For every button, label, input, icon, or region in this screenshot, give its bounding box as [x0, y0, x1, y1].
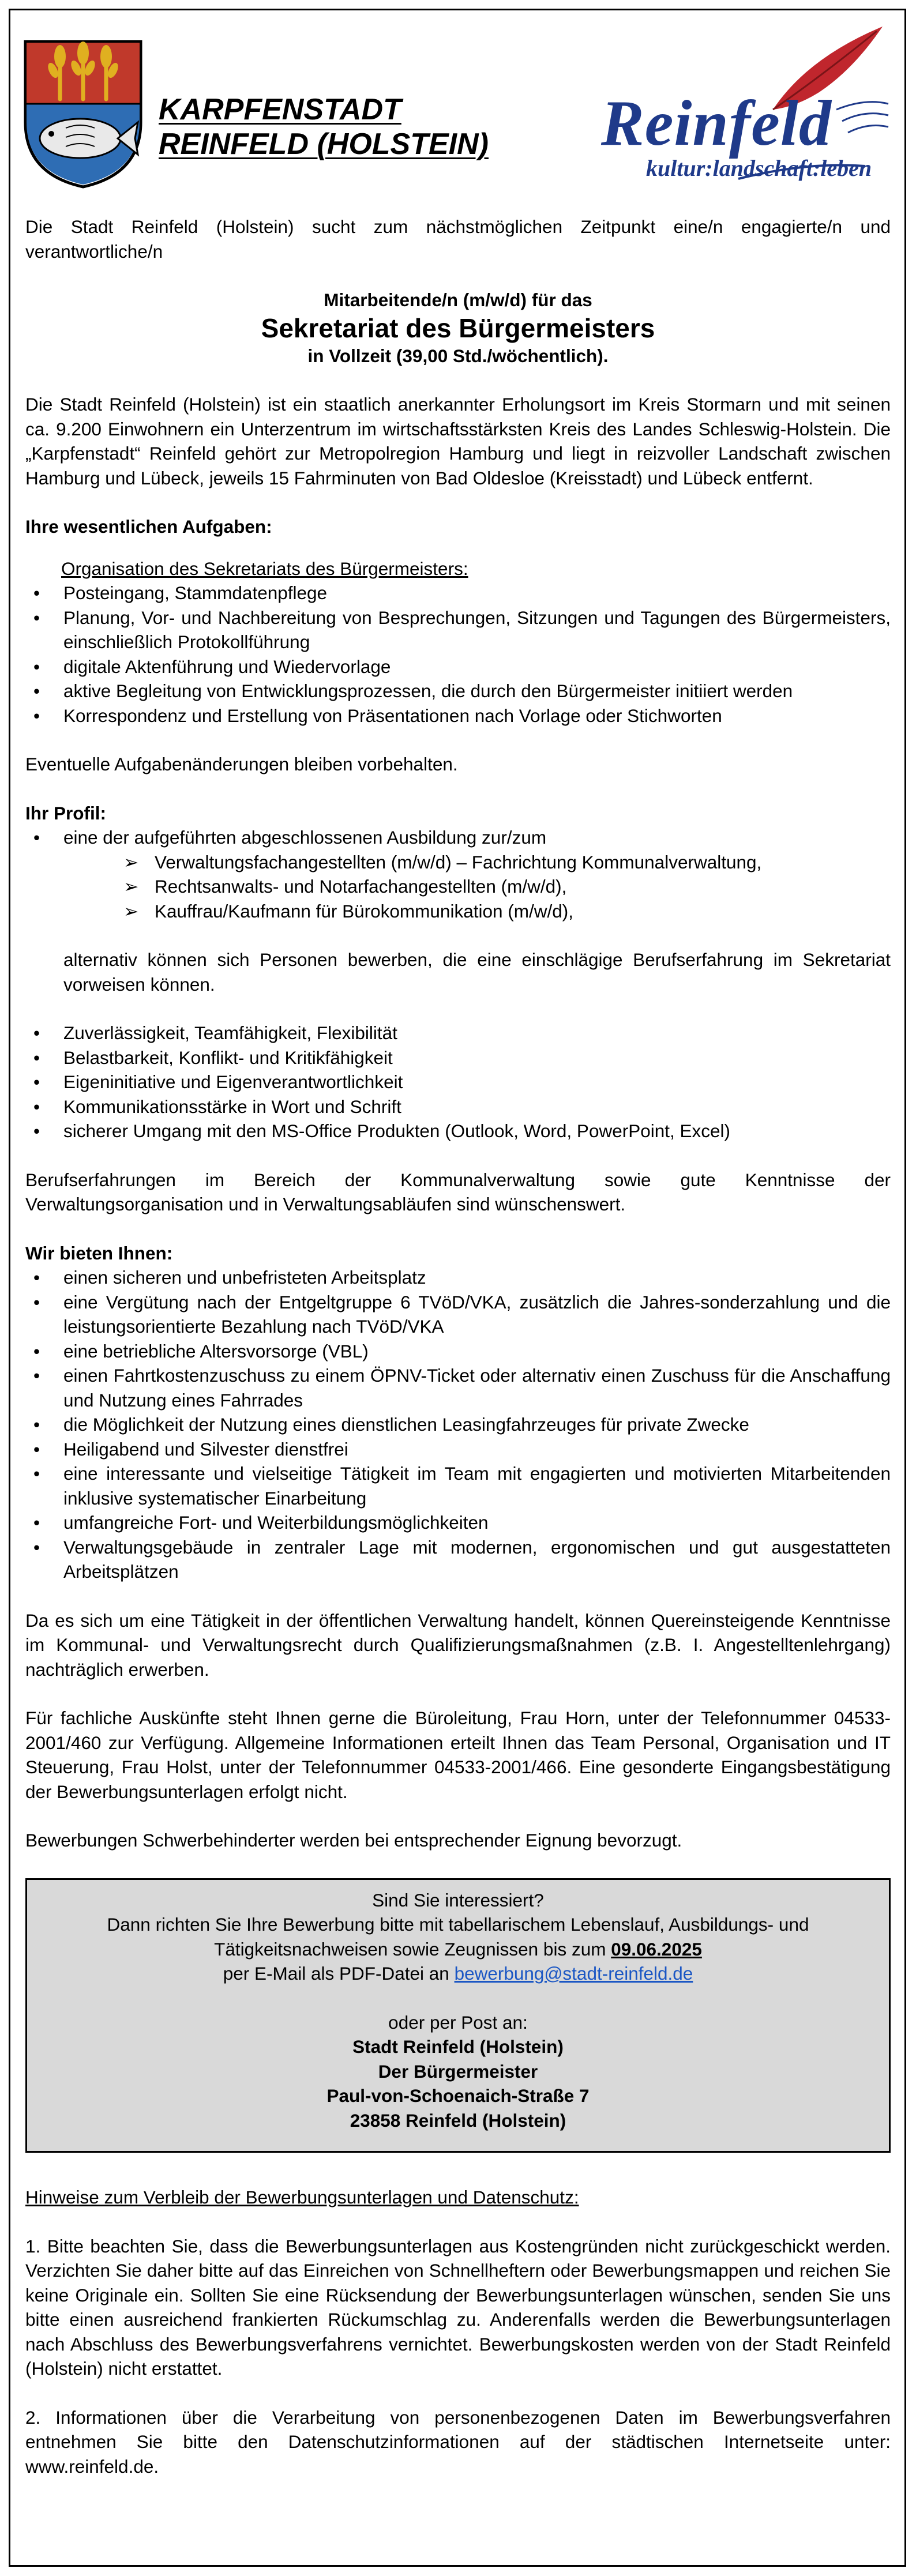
arrow-bullet-icon: ➢: [123, 851, 139, 873]
bullet-icon: •: [33, 607, 40, 628]
bullet-icon: •: [33, 1267, 40, 1288]
privacy-point-1: 1. Bitte beachten Sie, dass die Bewerbungsunterlagen aus Kostengründen nicht zurückgeschickt werden. Verzichten Sie daher bitte auf das Einreichen von Schnellheftern oder Bewerbungsmappen und reichen Sie keine Originale ein. Sollten Sie eine Rücksendung der Bewerbungsunterlagen wünschen, senden Sie uns bitte einen ausreichend frankierten Rückumschlag zu. Anderenfalls werden die Bewerbungsunterlagen nach Abschluss des Bewerbungsverfahrens vernichtet. Bewerbungskosten werden von der Stadt Reinfeld (Holstein) nicht erstattet.: [25, 2235, 891, 2379]
reinfeld-logo: [565, 23, 900, 196]
tasks-subheading: Organisation des Sekretariats des Bürgermeisters:: [61, 558, 468, 579]
list-item: • Eigeninitiative und Eigenverantwortlichkeit: [25, 1070, 891, 1095]
disability-text: Bewerbungen Schwerbehinderter werden bei entsprechender Eignung bevorzugt.: [25, 1830, 682, 1851]
training-options: [25, 850, 891, 924]
bullet-icon: •: [33, 1340, 40, 1362]
bullet-icon: •: [33, 1071, 40, 1092]
application-box: [25, 1878, 891, 2153]
lateral-entry-text: Da es sich um eine Tätigkeit in der öffentlichen Verwaltung handelt, können Quereinsteigende Kenntnisse im Kommunal- und Verwaltungsrecht durch Qualifizierungsmaßnahmen (z.B. I. Angestelltenlehrgang) nachträglich erwerben.: [25, 1609, 891, 1680]
tasks-note: Eventuelle Aufgabenänderungen bleiben vorbehalten.: [25, 754, 458, 774]
address-line: Stadt Reinfeld (Holstein): [352, 2036, 564, 2057]
tasks-list: [25, 581, 891, 728]
list-item: • sicherer Umgang mit den MS-Office Produkten (Outlook, Word, PowerPoint, Excel): [25, 1119, 891, 1144]
position-title: Sekretariat des Bürgermeisters: [261, 313, 655, 343]
bullet-icon: •: [33, 1512, 40, 1533]
application-deadline-line: Tätigkeitsnachweisen sowie Zeugnissen bis zum 09.06.2025: [214, 1938, 702, 1960]
bullet-icon: •: [33, 1365, 40, 1386]
bullet-icon: •: [33, 1047, 40, 1068]
list-item: ➢ Kauffrau/Kaufmann für Bürokommunikation (m/w/d),: [123, 899, 891, 924]
about-text: Die Stadt Reinfeld (Holstein) ist ein staatlich anerkannter Erholungsort im Kreis Stormarn und mit seinen ca. 9.200 Einwohnern ein Unterzentrum im wirtschaftsstärksten Kreis des Landes Schleswig-Holstein. Die „Karpfenstadt“ Reinfeld gehört zur Metropolregion Hamburg und liegt in reizvoller Landschaft zwischen Hamburg und Lübeck, jeweils 15 Fahrminuten von Bad Oldesloe (Kreisstadt) und Lübeck entfernt.: [25, 394, 891, 488]
address-line: Der Bürgermeister: [378, 2060, 538, 2082]
arrow-bullet-icon: ➢: [123, 900, 139, 922]
offer-list: [25, 1265, 891, 1584]
advertisement-body: [25, 215, 891, 2479]
arrow-bullet-icon: ➢: [123, 876, 139, 897]
address-line: Paul-von-Schoenaich-Straße 7: [326, 2085, 590, 2106]
list-item: ➢ Verwaltungsfachangestellten (m/w/d) – Fachrichtung Kommunalverwaltung,: [123, 850, 891, 875]
coat-of-arms-icon: [20, 36, 147, 191]
post-intro: oder per Post an:: [388, 2011, 528, 2033]
profile-training-list: [25, 825, 891, 850]
privacy-point-2: 2. Informationen über die Verarbeitung von personenbezogenen Daten im Bewerbungsverfahren entnehmen Sie bitte den Datenschutzinformationen auf der städtischen Internetseite unter: www.reinfeld.de.: [25, 2406, 891, 2477]
list-item: • digitale Aktenführung und Wiedervorlage: [25, 655, 891, 679]
header: [17, 23, 900, 196]
position-hours: in Vollzeit (39,00 Std./wöchentlich).: [307, 345, 609, 366]
city-name: [159, 92, 489, 161]
contact-text: Für fachliche Auskünfte steht Ihnen gerne die Büroleitung, Frau Horn, unter der Telefonnummer 04533-2001/460 zur Verfügung. Allgemeine Informationen erteilt Ihnen das Team Personal, Organisation und IT Steuerung, Frau Holst, unter der Telefonnummer 04533-2001/466. Eine gesonderte Eingangsbestätigung der Bewerbungsunterlagen erfolgt nicht.: [25, 1708, 891, 1802]
list-item: • Zuverlässigkeit, Teamfähigkeit, Flexibilität: [25, 1021, 891, 1046]
list-item: • die Möglichkeit der Nutzung eines dienstlichen Leasingfahrzeuges für private Zwecke: [25, 1412, 891, 1437]
bullet-icon: •: [33, 656, 40, 677]
list-item: • aktive Begleitung von Entwicklungsprozessen, die durch den Bürgermeister initiiert werden: [25, 679, 891, 704]
address-line: 23858 Reinfeld (Holstein): [350, 2109, 566, 2131]
list-item: • Korrespondenz und Erstellung von Präsentationen nach Vorlage oder Stichworten: [25, 704, 891, 728]
offer-heading: Wir bieten Ihnen:: [25, 1242, 173, 1263]
list-item: • Posteingang, Stammdatenpflege: [25, 581, 891, 606]
profile-skills-list: [25, 1021, 891, 1144]
application-email-link[interactable]: bewerbung@stadt-reinfeld.de: [454, 1963, 693, 1984]
list-item: • Heiligabend und Silvester dienstfrei: [25, 1437, 891, 1462]
city-name-line1: KARPFENSTADT: [159, 93, 401, 126]
position-line: Mitarbeitende/n (m/w/d) für das: [324, 289, 592, 310]
bullet-icon: •: [33, 1291, 40, 1313]
list-item: • Belastbarkeit, Konflikt- und Kritikfähigkeit: [25, 1046, 891, 1070]
profile-desired: Berufserfahrungen im Bereich der Kommunalverwaltung sowie gute Kenntnisse der Verwaltungsorganisation und in Verwaltungsabläufen sind wünschenswert.: [25, 1169, 891, 1214]
profile-heading: Ihr Profil:: [25, 802, 106, 823]
application-email-line: per E-Mail als PDF-Datei an bewerbung@stadt-reinfeld.de: [223, 1963, 693, 1984]
bullet-icon: •: [33, 1022, 40, 1043]
application-deadline: 09.06.2025: [611, 1938, 702, 1960]
list-item: • eine interessante und vielseitige Tätigkeit im Team mit engagierten und motivierten Mitarbeitenden inklusive systematischer Einarbeitung: [25, 1461, 891, 1510]
bullet-icon: •: [33, 1096, 40, 1117]
list-item: • einen sicheren und unbefristeten Arbeitsplatz: [25, 1265, 891, 1290]
list-item: • eine der aufgeführten abgeschlossenen Ausbildung zur/zum: [25, 825, 891, 850]
bullet-icon: •: [33, 1463, 40, 1484]
bullet-icon: •: [33, 680, 40, 701]
list-item: • Planung, Vor- und Nachbereitung von Besprechungen, Sitzungen und Tagungen des Bürgermeisters, einschließlich Protokollführung: [25, 606, 891, 655]
bullet-icon: •: [33, 1120, 40, 1141]
list-item: • eine Vergütung nach der Entgeltgruppe 6 TVöD/VKA, zusätzlich die Jahres-sonderzahlung und die leistungsorientierte Bezahlung nach TVöD/VKA: [25, 1290, 891, 1339]
tasks-heading: Ihre wesentlichen Aufgaben:: [25, 516, 272, 537]
bullet-icon: •: [33, 1536, 40, 1558]
bullet-icon: •: [33, 1414, 40, 1435]
logo-tagline: kultur:landschaft:leben: [646, 155, 872, 181]
bullet-icon: •: [33, 582, 40, 603]
list-item: • einen Fahrtkostenzuschuss zu einem ÖPNV-Ticket oder alternativ einen Zuschuss für die Anschaffung und Nutzung eines Fahrrades: [25, 1363, 891, 1412]
list-item: • Kommunikationsstärke in Wort und Schrift: [25, 1095, 891, 1119]
list-item: ➢ Rechtsanwalts- und Notarfachangestellten (m/w/d),: [123, 874, 891, 899]
bullet-icon: •: [33, 1438, 40, 1460]
bullet-icon: •: [33, 827, 40, 848]
privacy-heading: Hinweise zum Verbleib der Bewerbungsunterlagen und Datenschutz:: [25, 2187, 579, 2208]
list-item: • Verwaltungsgebäude in zentraler Lage mit modernen, ergonomischen und gut ausgestatteten Arbeitsplätzen: [25, 1535, 891, 1584]
city-name-line2: REINFELD (HOLSTEIN): [159, 127, 489, 161]
profile-alternative: alternativ können sich Personen bewerben, die eine einschlägige Berufserfahrung im Sekretariat vorweisen können.: [63, 949, 891, 995]
intro-text: Die Stadt Reinfeld (Holstein) sucht zum nächstmöglichen Zeitpunkt eine/n engagierte/n und verantwortliche/n: [25, 216, 891, 262]
list-item: • umfangreiche Fort- und Weiterbildungsmöglichkeiten: [25, 1510, 891, 1535]
logo-wordmark: Reinfeld: [601, 88, 832, 159]
application-instructions: Dann richten Sie Ihre Bewerbung bitte mit tabellarischem Lebenslauf, Ausbildungs- und: [107, 1914, 809, 1935]
list-item: • eine betriebliche Altersvorsorge (VBL): [25, 1339, 891, 1364]
application-question: Sind Sie interessiert?: [372, 1889, 544, 1911]
bullet-icon: •: [33, 705, 40, 726]
